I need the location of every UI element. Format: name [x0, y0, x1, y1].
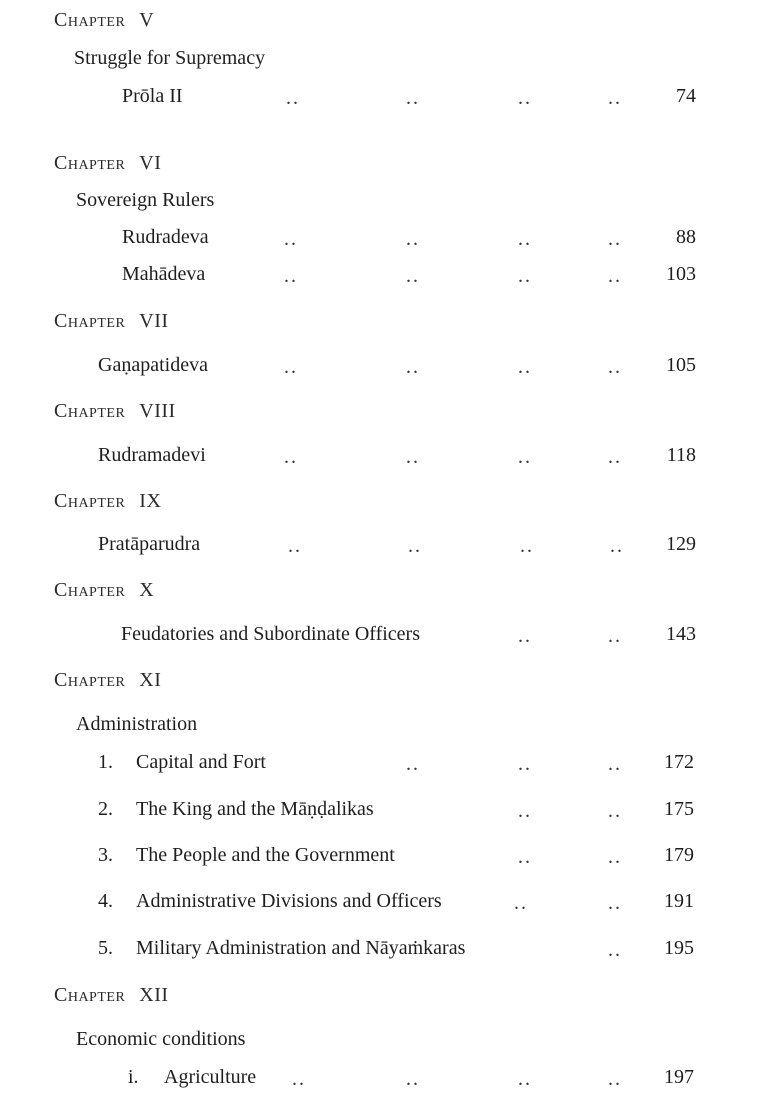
chapter-label: Chapter [54, 490, 126, 512]
chapter-heading-viii [54, 399, 176, 423]
chapter-number: XI [139, 669, 162, 691]
dot-leader: .. [518, 625, 532, 647]
toc-entry-text: Agriculture [164, 1066, 257, 1088]
toc-entry-text: Administrative Divisions and Officers [136, 890, 442, 912]
chapter-heading-v [54, 8, 154, 32]
chapter-number: VI [139, 152, 162, 174]
dot-leader: .. [518, 800, 532, 822]
dot-leader: .. [608, 753, 622, 775]
toc-page-number[interactable]: 105 [666, 354, 696, 376]
entry-index: 4. [98, 890, 113, 912]
entry-index: i. [128, 1066, 139, 1088]
dot-leader: .. [608, 1068, 622, 1090]
chapter-heading-xii [54, 983, 169, 1007]
toc-entry-text[interactable]: Prōla II [122, 85, 183, 107]
toc-entry-text[interactable]: Rudramadevi [98, 444, 206, 466]
toc-entry[interactable] [98, 750, 266, 774]
toc-page-number[interactable]: 118 [666, 444, 696, 466]
chapter-title: Economic conditions [76, 1028, 246, 1050]
toc-entry-text[interactable]: Mahādeva [122, 263, 206, 285]
toc-entry-text: Military Administration and Nāyaṁkaras [136, 937, 466, 959]
dot-leader: .. [286, 87, 300, 109]
chapter-number: V [139, 9, 155, 31]
dot-leader: .. [288, 535, 302, 557]
chapter-title: Administration [76, 713, 198, 735]
toc-entry[interactable] [98, 797, 374, 821]
dot-leader: .. [284, 446, 298, 468]
dot-leader: .. [284, 228, 298, 250]
entry-index: 1. [98, 751, 113, 773]
dot-leader: .. [284, 265, 298, 287]
chapter-label: Chapter [54, 984, 126, 1006]
toc-page-number[interactable]: 175 [664, 798, 694, 820]
dot-leader: .. [406, 446, 420, 468]
chapter-heading-xi [54, 668, 161, 692]
chapter-number: X [139, 579, 155, 601]
toc-entry[interactable] [98, 889, 442, 913]
dot-leader: .. [514, 892, 528, 914]
chapter-number: IX [139, 490, 162, 512]
dot-leader: .. [608, 446, 622, 468]
chapter-title: Struggle for Supremacy [74, 47, 266, 69]
dot-leader: .. [518, 753, 532, 775]
toc-page-number[interactable]: 172 [664, 751, 694, 773]
dot-leader: .. [608, 625, 622, 647]
dot-leader: .. [608, 846, 622, 868]
chapter-number: XII [139, 984, 169, 1006]
chapter-label: Chapter [54, 9, 126, 31]
chapter-title: Sovereign Rulers [76, 189, 215, 211]
toc-page-number[interactable]: 195 [664, 937, 694, 959]
chapter-heading-x [54, 578, 154, 602]
dot-leader: .. [406, 1068, 420, 1090]
toc-entry[interactable] [128, 1065, 256, 1089]
entry-index: 5. [98, 937, 113, 959]
entry-index: 2. [98, 798, 113, 820]
dot-leader: .. [406, 265, 420, 287]
toc-page-number[interactable]: 197 [664, 1066, 694, 1088]
dot-leader: .. [292, 1068, 306, 1090]
chapter-heading-vii [54, 309, 169, 333]
chapter-label: Chapter [54, 400, 126, 422]
dot-leader: .. [518, 1068, 532, 1090]
chapter-heading-ix [54, 489, 161, 513]
dot-leader: .. [608, 939, 622, 961]
toc-entry-text[interactable]: Feudatories and Subordinate Officers [121, 623, 420, 645]
toc-page-number[interactable]: 103 [666, 263, 696, 285]
dot-leader: .. [518, 265, 532, 287]
dot-leader: .. [406, 228, 420, 250]
chapter-label: Chapter [54, 310, 126, 332]
toc-entry[interactable] [98, 936, 465, 960]
chapter-heading-vi [54, 151, 161, 175]
dot-leader: .. [284, 356, 298, 378]
dot-leader: .. [408, 535, 422, 557]
dot-leader: .. [608, 800, 622, 822]
toc-entry-text: Capital and Fort [136, 751, 266, 773]
toc-page-number[interactable]: 179 [664, 844, 694, 866]
chapter-label: Chapter [54, 152, 126, 174]
toc-page-number[interactable]: 74 [676, 85, 696, 107]
dot-leader: .. [518, 356, 532, 378]
toc-page-number[interactable]: 191 [664, 890, 694, 912]
dot-leader: .. [406, 87, 420, 109]
toc-entry-text: The King and the Māṇḍalikas [136, 798, 374, 820]
dot-leader: .. [610, 535, 624, 557]
toc-entry-text[interactable]: Rudradeva [122, 226, 209, 248]
dot-leader: .. [608, 265, 622, 287]
toc-page-number[interactable]: 129 [666, 533, 696, 555]
dot-leader: .. [406, 753, 420, 775]
chapter-number: VII [139, 310, 169, 332]
toc-page-number[interactable]: 88 [676, 226, 696, 248]
entry-index: 3. [98, 844, 113, 866]
toc-entry[interactable] [98, 843, 395, 867]
dot-leader: .. [520, 535, 534, 557]
dot-leader: .. [608, 356, 622, 378]
dot-leader: .. [518, 228, 532, 250]
dot-leader: .. [518, 87, 532, 109]
chapter-label: Chapter [54, 579, 126, 601]
dot-leader: .. [406, 356, 420, 378]
toc-entry-text[interactable]: Pratāparudra [98, 533, 201, 555]
dot-leader: .. [608, 892, 622, 914]
chapter-label: Chapter [54, 669, 126, 691]
toc-page-number[interactable]: 143 [666, 623, 696, 645]
toc-entry-text[interactable]: Gaṇapatideva [98, 354, 208, 376]
chapter-number: VIII [139, 400, 176, 422]
dot-leader: .. [518, 446, 532, 468]
dot-leader: .. [518, 846, 532, 868]
toc-entry-text: The People and the Government [136, 844, 395, 866]
dot-leader: .. [608, 228, 622, 250]
dot-leader: .. [608, 87, 622, 109]
